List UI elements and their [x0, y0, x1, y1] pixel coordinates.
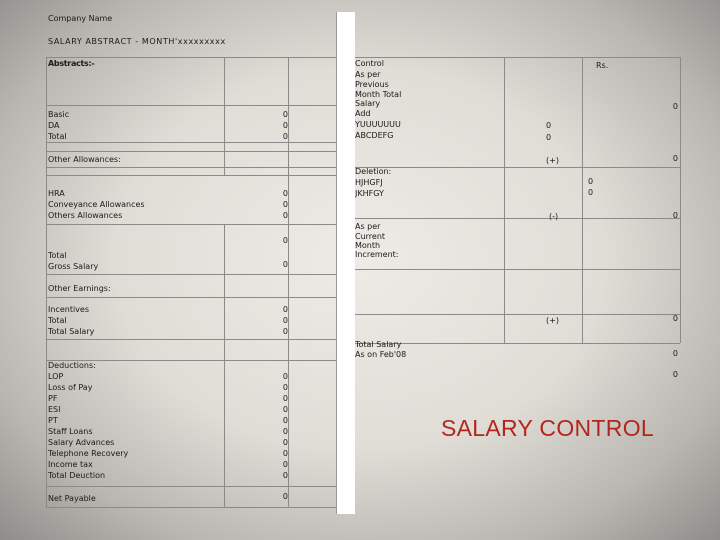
deduction-value: 0 — [282, 449, 288, 458]
basic-label: Basic — [48, 110, 70, 119]
deduction-label: PF — [48, 394, 58, 403]
da-value: 0 — [282, 121, 288, 130]
deletion-line: Deletion: — [355, 167, 392, 176]
asper-line: Month — [355, 241, 381, 250]
add-label: Add — [355, 109, 371, 118]
asper-line: Increment: — [355, 250, 399, 259]
others-allowances-value: 0 — [282, 211, 288, 220]
salary-control-heading: SALARY CONTROL — [441, 415, 654, 441]
other-earnings-label: Other Earnings: — [48, 284, 111, 293]
basic-value: 0 — [282, 110, 288, 119]
deduction-value: 0 — [282, 471, 288, 480]
plus-sign: (+) — [546, 316, 559, 325]
total-salary-value: 0 — [672, 349, 678, 358]
deduction-value: 0 — [282, 394, 288, 403]
add-line: YUUUUUUU — [355, 120, 401, 129]
company-name: Company Name — [48, 14, 113, 23]
minus-value: 0 — [672, 211, 678, 220]
total-salary-line: As on Feb'08 — [355, 350, 407, 359]
deduction-label: ESI — [48, 405, 61, 414]
minus-sign: (-) — [549, 212, 559, 221]
add-value: 0 — [546, 133, 552, 142]
total-word: Total — [48, 251, 67, 260]
total-salary-label: Total Salary — [48, 327, 95, 336]
deduction-label: Telephone Recovery — [48, 449, 129, 458]
total2-value: 0 — [282, 316, 288, 325]
other-allowances-label: Other Allowances: — [48, 155, 121, 164]
conveyance-value: 0 — [282, 200, 288, 209]
plus-value: 0 — [672, 314, 678, 323]
asper-line: As per — [355, 222, 381, 231]
control-line: Control — [355, 59, 384, 68]
control-line: Previous — [355, 80, 389, 89]
asper-line: Current — [355, 232, 386, 241]
deletion-value: 0 — [588, 177, 594, 186]
deduction-label: PT — [48, 416, 58, 425]
plus-sign: (+) — [546, 156, 559, 165]
deduction-value: 0 — [282, 460, 288, 469]
incentives-value: 0 — [282, 305, 288, 314]
control-line: Month Total — [355, 90, 402, 99]
total-salary-value: 0 — [282, 327, 288, 336]
deduction-value: 0 — [282, 405, 288, 414]
others-allowances-label: Others Allowances — [48, 211, 123, 220]
deletion-value: 0 — [588, 188, 594, 197]
abstracts-label: Abstracts:- — [48, 59, 95, 68]
add-line: ABCDEFG — [355, 131, 394, 140]
final-value: 0 — [672, 370, 678, 379]
total-value: 0 — [282, 132, 288, 141]
deduction-label: Income tax — [48, 460, 93, 469]
deletion-line: JKHFGY — [355, 189, 384, 198]
abstract-title: SALARY ABSTRACT - MONTH'xxxxxxxxx — [48, 37, 226, 46]
total-salary-line: Total Salary — [355, 340, 402, 349]
gross-salary-value: 0 — [282, 260, 288, 269]
deduction-value: 0 — [282, 427, 288, 436]
net-payable-value: 0 — [282, 492, 288, 501]
total-label: Total — [48, 132, 67, 141]
conveyance-label: Conveyance Allowances — [48, 200, 145, 209]
deductions-label: Deductions: — [48, 361, 96, 370]
deduction-label: Total Deuction — [48, 471, 106, 480]
deduction-value: 0 — [282, 416, 288, 425]
deduction-value: 0 — [282, 372, 288, 381]
deletion-line: HJHGFJ — [355, 178, 383, 187]
allowances-subtotal-value: 0 — [282, 236, 288, 245]
deduction-value: 0 — [282, 438, 288, 447]
control-value: 0 — [672, 102, 678, 111]
deduction-value: 0 — [282, 383, 288, 392]
column-divider — [337, 12, 355, 514]
hra-value: 0 — [282, 189, 288, 198]
incentives-label: Incentives — [48, 305, 90, 314]
deduction-label: Staff Loans — [48, 427, 93, 436]
control-line: Salary — [355, 99, 381, 108]
control-line: As per — [355, 70, 381, 79]
add-value: 0 — [546, 121, 552, 130]
deduction-label: LOP — [48, 372, 64, 381]
hra-label: HRA — [48, 189, 65, 198]
currency-label: Rs. — [596, 61, 609, 70]
gross-salary-label: Gross Salary — [48, 262, 99, 271]
plus-value: 0 — [672, 154, 678, 163]
net-payable-label: Net Payable — [48, 494, 96, 503]
da-label: DA — [48, 121, 60, 130]
deduction-label: Salary Advances — [48, 438, 115, 447]
total2-label: Total — [48, 316, 67, 325]
deduction-label: Loss of Pay — [48, 383, 93, 392]
